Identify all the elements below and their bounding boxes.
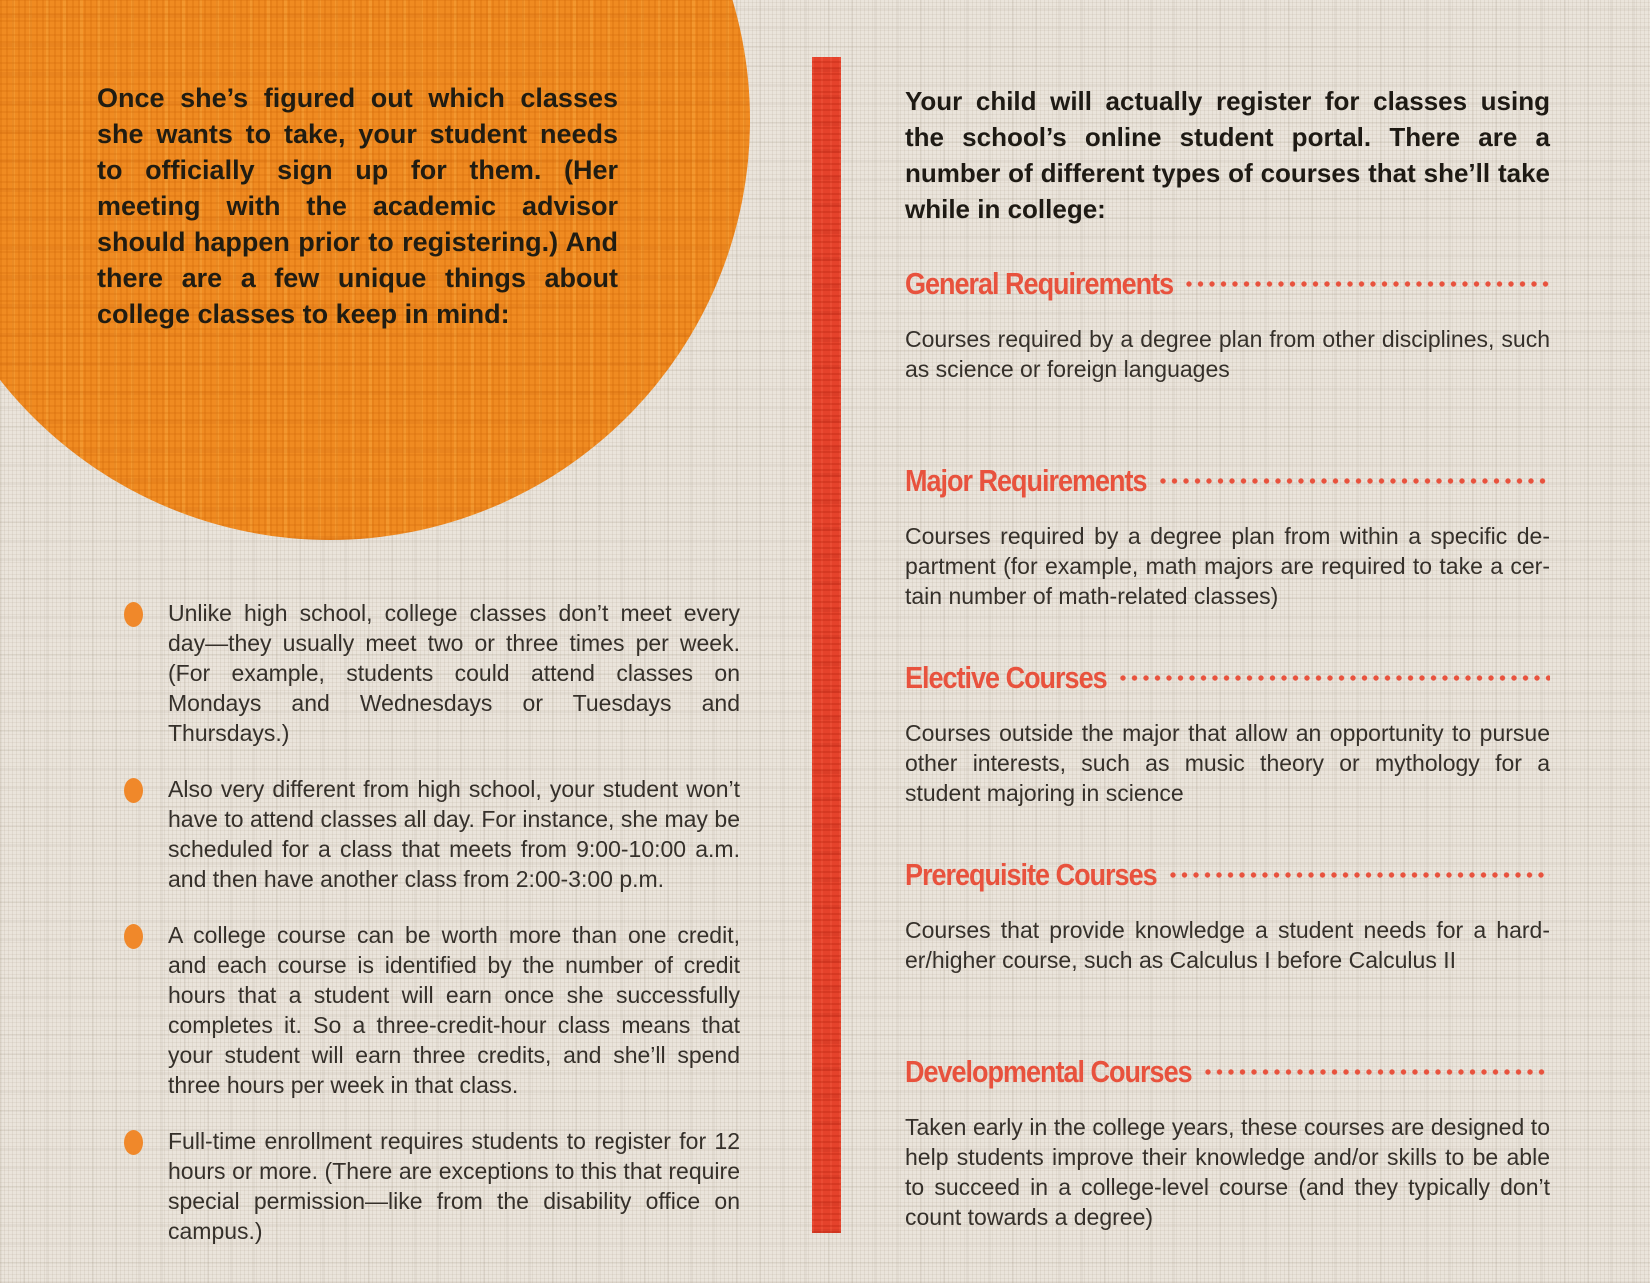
left-intro-text: Once she’s figured out which classes she wants to take, your student needs to officially sign up for them. (Her meeting with the academic advisor should happen prior to registering.) And there are a few unique things about college classes to keep in mind: — [97, 83, 618, 329]
vertical-divider-bar — [812, 57, 841, 1233]
bullet-item — [124, 598, 740, 748]
section-heading: Elective Courses — [905, 661, 1107, 695]
section-heading-row — [905, 663, 1550, 693]
right-column — [905, 83, 1550, 1232]
section-heading-row — [905, 269, 1550, 299]
section-heading: Developmental Courses — [905, 1055, 1192, 1089]
bullet-item — [124, 774, 740, 894]
section-body: Courses that provide knowledge a student needs for a harder/higher course, such as Calculus I before Calculus II — [905, 917, 1550, 973]
section-major-requirements — [905, 466, 1550, 611]
section-heading-row — [905, 860, 1550, 890]
section-body: Courses outside the major that allow an opportunity to pursue other interests, such as music theory or mythology for a student majoring in science — [905, 720, 1550, 806]
dotted-leader — [1185, 279, 1550, 289]
bullet-text: Unlike high school, college classes don’t meet every day—they usually meet two or three times per week. (For example, students could attend classes on Mondays and Wednesdays or Tuesdays and Thursdays.) — [168, 600, 740, 746]
bullet-item — [124, 920, 740, 1100]
bullet-text: Also very different from high school, your student won’t have to attend classes all day. For instance, she may be scheduled for a class that meets from 9:00-10:00 a.m. and then have another class from 2:00-3:00 p.m. — [168, 776, 740, 892]
section-developmental-courses — [905, 1057, 1550, 1232]
section-heading: Prerequisite Courses — [905, 858, 1157, 892]
bullet-text: Full-time enrollment requires students to register for 12 hours or more. (There are exceptions to this that require special permission—like from the disability office on campus.) — [168, 1128, 740, 1244]
dotted-leader — [1159, 476, 1550, 486]
bullet-text: A college course can be worth more than one credit, and each course is identified by the number of credit hours that a student will earn once she successfully completes it. So a three-credit-hour class means that your student will earn three credits, and she’ll spend three hours per week in that class. — [168, 922, 740, 1098]
section-body: Courses required by a degree plan from other disciplines, such as science or foreign languages — [905, 326, 1550, 382]
section-heading: General Requirements — [905, 267, 1174, 301]
dotted-leader — [1119, 673, 1550, 683]
section-elective-courses — [905, 663, 1550, 808]
section-prerequisite-courses — [905, 860, 1550, 975]
dotted-leader — [1169, 870, 1550, 880]
section-body: Taken early in the college years, these courses are designed to help students improve their knowledge and/or skills to be able to succeed in a college-level course (and they typically don’t count towards a degree) — [905, 1114, 1550, 1230]
bullet-dot-icon — [124, 924, 143, 949]
bullet-dot-icon — [124, 1130, 143, 1155]
bullet-dot-icon — [124, 602, 143, 627]
dotted-leader — [1204, 1067, 1550, 1077]
bullet-dot-icon — [124, 778, 143, 803]
section-heading-row — [905, 466, 1550, 496]
section-general-requirements — [905, 269, 1550, 384]
section-body: Courses required by a degree plan from within a specific department (for example, math majors are required to take a certain number of math-related classes) — [905, 523, 1550, 609]
section-heading: Major Requirements — [905, 464, 1147, 498]
right-intro-text: Your child will actually register for classes using the school’s online student portal. There are a number of different types of courses that she’ll take while in college: — [905, 86, 1550, 224]
bullet-item — [124, 1126, 740, 1246]
section-heading-row — [905, 1057, 1550, 1087]
bullet-list — [124, 598, 740, 1272]
